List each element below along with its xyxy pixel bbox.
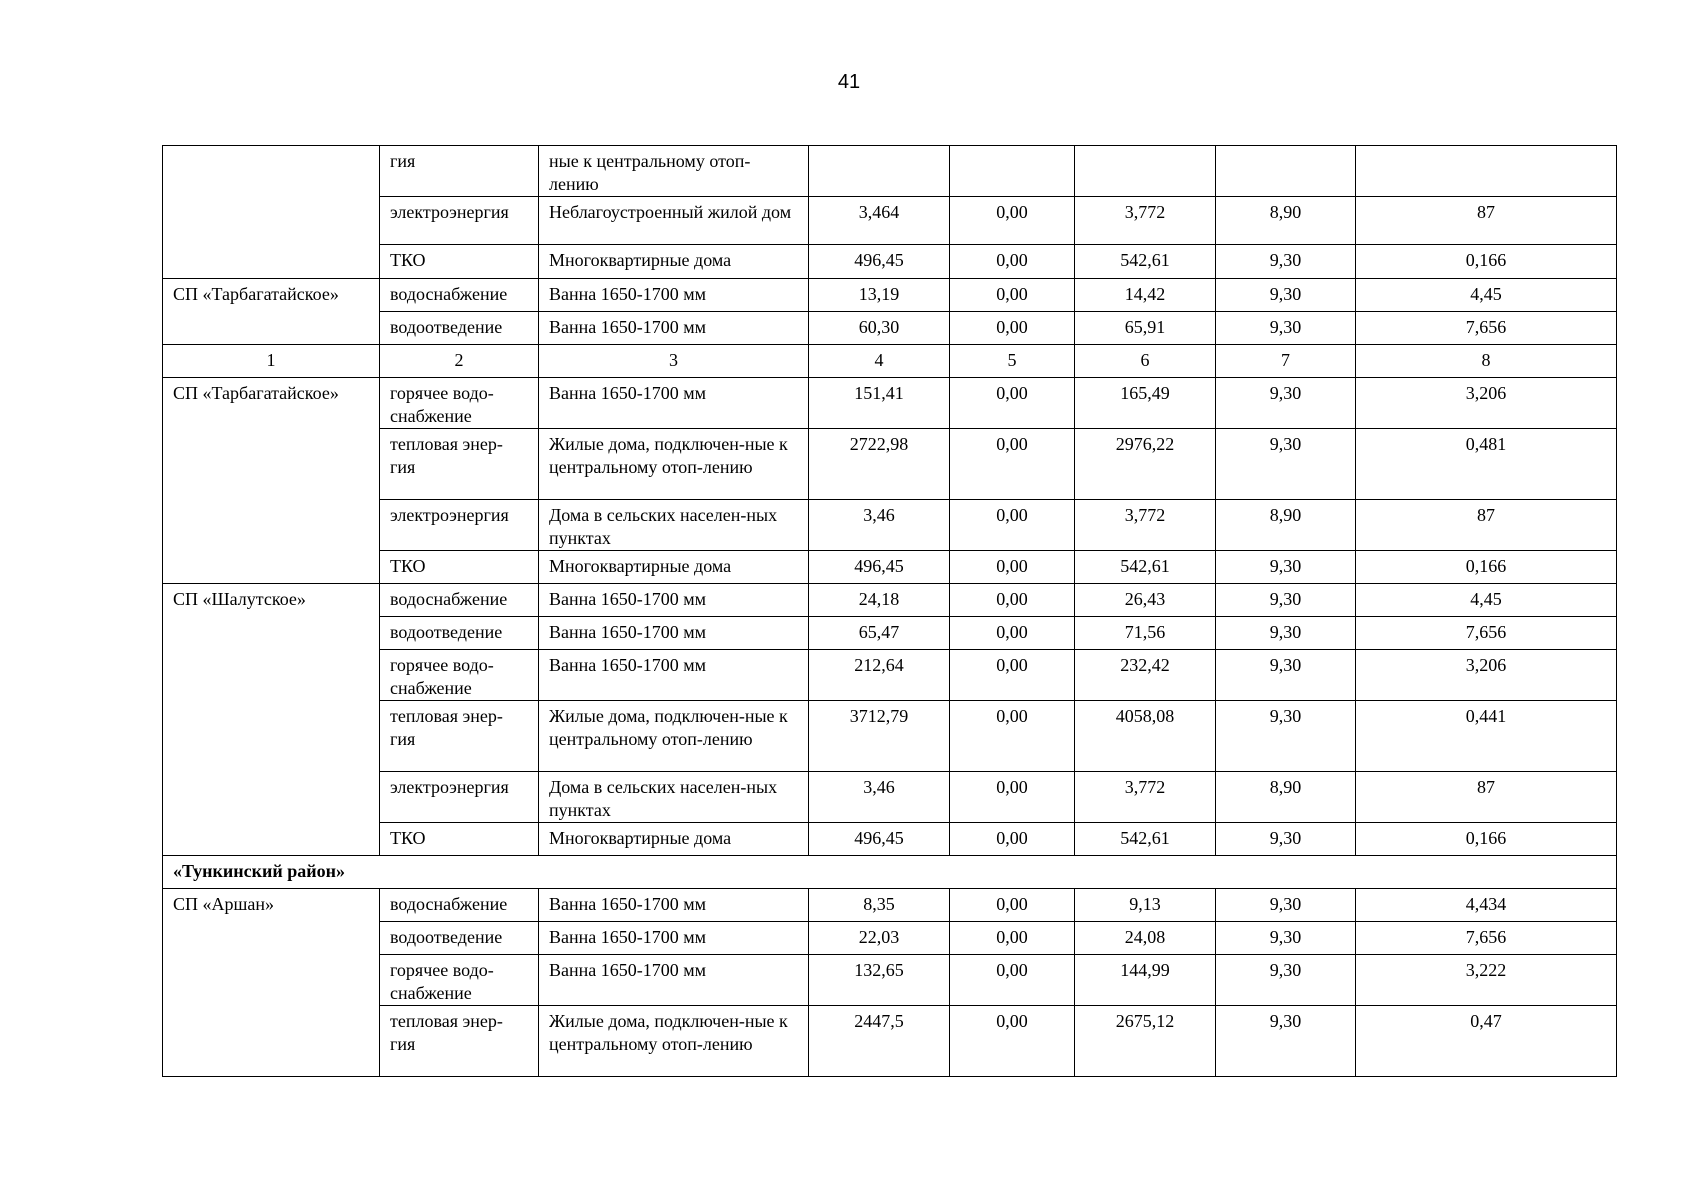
value-cell: 9,30	[1216, 584, 1356, 617]
table-row	[163, 146, 1617, 197]
resource-cell: водоотведение	[380, 617, 539, 650]
value-cell: 3,206	[1356, 378, 1617, 429]
value-cell: 14,42	[1075, 279, 1216, 312]
value-cell: 0,00	[950, 312, 1075, 345]
value-cell: 0,00	[950, 823, 1075, 856]
category-cell: Ванна 1650-1700 мм	[539, 922, 809, 955]
value-cell: 3712,79	[809, 701, 950, 772]
value-cell: 496,45	[809, 823, 950, 856]
column-number: 8	[1356, 345, 1617, 378]
value-cell: 542,61	[1075, 245, 1216, 279]
value-cell: 0,00	[950, 245, 1075, 279]
value-cell: 0,166	[1356, 551, 1617, 584]
column-number: 3	[539, 345, 809, 378]
value-cell: 7,656	[1356, 617, 1617, 650]
district-row	[163, 856, 1617, 889]
category-cell: Ванна 1650-1700 мм	[539, 584, 809, 617]
value-cell: 0,00	[950, 279, 1075, 312]
value-cell: 0,166	[1356, 823, 1617, 856]
resource-cell: водоснабжение	[380, 889, 539, 922]
column-number: 2	[380, 345, 539, 378]
value-cell: 0,00	[950, 500, 1075, 551]
value-cell: 0,00	[950, 429, 1075, 500]
municipality-cell: СП «Тарбагатайское»	[163, 279, 380, 345]
value-cell: 9,30	[1216, 617, 1356, 650]
value-cell: 3,46	[809, 500, 950, 551]
value-cell	[1356, 146, 1617, 197]
table-row	[163, 650, 1617, 701]
category-cell: Жилые дома, подключен-ные к центральному отоп-лению	[539, 701, 809, 772]
value-cell: 2675,12	[1075, 1006, 1216, 1077]
category-cell: Дома в сельских населен-ных пунктах	[539, 772, 809, 823]
table-row	[163, 772, 1617, 823]
value-cell: 9,30	[1216, 1006, 1356, 1077]
table-row	[163, 197, 1617, 245]
value-cell: 0,00	[950, 1006, 1075, 1077]
category-cell: Многоквартирные дома	[539, 823, 809, 856]
value-cell: 232,42	[1075, 650, 1216, 701]
category-cell: Многоквартирные дома	[539, 245, 809, 279]
value-cell: 13,19	[809, 279, 950, 312]
column-number-row	[163, 345, 1617, 378]
value-cell: 24,08	[1075, 922, 1216, 955]
value-cell: 496,45	[809, 551, 950, 584]
value-cell: 9,30	[1216, 429, 1356, 500]
table-row	[163, 429, 1617, 500]
resource-cell: горячее водо-снабжение	[380, 955, 539, 1006]
district-heading: «Тункинский район»	[163, 856, 1617, 889]
value-cell: 87	[1356, 772, 1617, 823]
value-cell: 2447,5	[809, 1006, 950, 1077]
resource-cell: водоотведение	[380, 312, 539, 345]
value-cell	[950, 146, 1075, 197]
resource-cell: электроэнергия	[380, 197, 539, 245]
value-cell: 9,30	[1216, 378, 1356, 429]
table-row	[163, 245, 1617, 279]
value-cell: 3,222	[1356, 955, 1617, 1006]
resource-cell: водоснабжение	[380, 279, 539, 312]
category-cell: Многоквартирные дома	[539, 551, 809, 584]
resource-cell: горячее водо-снабжение	[380, 378, 539, 429]
value-cell: 8,90	[1216, 500, 1356, 551]
value-cell: 24,18	[809, 584, 950, 617]
value-cell: 3,464	[809, 197, 950, 245]
resource-cell: тепловая энер-гия	[380, 701, 539, 772]
value-cell: 2976,22	[1075, 429, 1216, 500]
category-cell: Дома в сельских населен-ных пунктах	[539, 500, 809, 551]
value-cell: 542,61	[1075, 551, 1216, 584]
category-cell: ные к центральному отоп-лению	[539, 146, 809, 197]
value-cell: 8,90	[1216, 772, 1356, 823]
value-cell: 0,00	[950, 551, 1075, 584]
value-cell: 65,47	[809, 617, 950, 650]
resource-cell: ТКО	[380, 245, 539, 279]
column-number: 7	[1216, 345, 1356, 378]
resource-cell: тепловая энер-гия	[380, 1006, 539, 1077]
value-cell: 0,00	[950, 650, 1075, 701]
resource-cell: тепловая энер-гия	[380, 429, 539, 500]
value-cell: 7,656	[1356, 312, 1617, 345]
tariff-table	[162, 145, 1617, 1077]
value-cell: 9,30	[1216, 245, 1356, 279]
category-cell: Ванна 1650-1700 мм	[539, 279, 809, 312]
column-number: 6	[1075, 345, 1216, 378]
value-cell: 0,00	[950, 922, 1075, 955]
table-row	[163, 823, 1617, 856]
value-cell: 9,30	[1216, 823, 1356, 856]
municipality-cell: СП «Шалутское»	[163, 584, 380, 856]
value-cell: 9,30	[1216, 922, 1356, 955]
value-cell: 2722,98	[809, 429, 950, 500]
value-cell: 132,65	[809, 955, 950, 1006]
value-cell: 0,00	[950, 955, 1075, 1006]
value-cell: 4,434	[1356, 889, 1617, 922]
table-row	[163, 617, 1617, 650]
value-cell: 9,30	[1216, 889, 1356, 922]
value-cell: 0,00	[950, 889, 1075, 922]
value-cell: 8,35	[809, 889, 950, 922]
table-row	[163, 378, 1617, 429]
value-cell: 165,49	[1075, 378, 1216, 429]
value-cell: 9,13	[1075, 889, 1216, 922]
resource-cell: электроэнергия	[380, 500, 539, 551]
value-cell: 3,772	[1075, 500, 1216, 551]
category-cell: Ванна 1650-1700 мм	[539, 378, 809, 429]
value-cell	[1216, 146, 1356, 197]
resource-cell: ТКО	[380, 823, 539, 856]
municipality-cell	[163, 146, 380, 279]
resource-cell: гия	[380, 146, 539, 197]
value-cell: 9,30	[1216, 955, 1356, 1006]
value-cell: 144,99	[1075, 955, 1216, 1006]
table-row	[163, 584, 1617, 617]
value-cell: 0,47	[1356, 1006, 1617, 1077]
value-cell: 9,30	[1216, 701, 1356, 772]
value-cell	[1075, 146, 1216, 197]
category-cell: Жилые дома, подключен-ные к центральному отоп-лению	[539, 1006, 809, 1077]
value-cell: 0,00	[950, 617, 1075, 650]
value-cell: 0,00	[950, 584, 1075, 617]
value-cell: 3,46	[809, 772, 950, 823]
table-row	[163, 500, 1617, 551]
value-cell: 4,45	[1356, 584, 1617, 617]
table-row	[163, 701, 1617, 772]
value-cell: 60,30	[809, 312, 950, 345]
category-cell: Ванна 1650-1700 мм	[539, 617, 809, 650]
table-row	[163, 279, 1617, 312]
value-cell: 0,00	[950, 701, 1075, 772]
value-cell: 9,30	[1216, 279, 1356, 312]
municipality-cell: СП «Тарбагатайское»	[163, 378, 380, 584]
value-cell: 4058,08	[1075, 701, 1216, 772]
category-cell: Ванна 1650-1700 мм	[539, 312, 809, 345]
value-cell: 0,00	[950, 378, 1075, 429]
resource-cell: электроэнергия	[380, 772, 539, 823]
table-row	[163, 1006, 1617, 1077]
value-cell: 22,03	[809, 922, 950, 955]
value-cell: 0,166	[1356, 245, 1617, 279]
value-cell: 0,481	[1356, 429, 1617, 500]
value-cell: 4,45	[1356, 279, 1617, 312]
page-number: 41	[837, 71, 861, 93]
value-cell: 87	[1356, 500, 1617, 551]
value-cell	[809, 146, 950, 197]
table-row	[163, 955, 1617, 1006]
column-number: 5	[950, 345, 1075, 378]
value-cell: 496,45	[809, 245, 950, 279]
value-cell: 3,772	[1075, 197, 1216, 245]
value-cell: 65,91	[1075, 312, 1216, 345]
resource-cell: водоотведение	[380, 922, 539, 955]
category-cell: Жилые дома, подключен-ные к центральному отоп-лению	[539, 429, 809, 500]
value-cell: 212,64	[809, 650, 950, 701]
value-cell: 0,00	[950, 197, 1075, 245]
value-cell: 7,656	[1356, 922, 1617, 955]
column-number: 4	[809, 345, 950, 378]
value-cell: 9,30	[1216, 551, 1356, 584]
value-cell: 87	[1356, 197, 1617, 245]
value-cell: 3,772	[1075, 772, 1216, 823]
value-cell: 8,90	[1216, 197, 1356, 245]
table-row	[163, 922, 1617, 955]
value-cell: 0,00	[950, 772, 1075, 823]
value-cell: 9,30	[1216, 312, 1356, 345]
value-cell: 71,56	[1075, 617, 1216, 650]
category-cell: Ванна 1650-1700 мм	[539, 650, 809, 701]
category-cell: Неблагоустроенный жилой дом	[539, 197, 809, 245]
value-cell: 9,30	[1216, 650, 1356, 701]
table-body	[163, 146, 1617, 1077]
resource-cell: водоснабжение	[380, 584, 539, 617]
value-cell: 26,43	[1075, 584, 1216, 617]
value-cell: 0,441	[1356, 701, 1617, 772]
table-row	[163, 889, 1617, 922]
value-cell: 151,41	[809, 378, 950, 429]
table-row	[163, 312, 1617, 345]
resource-cell: горячее водо-снабжение	[380, 650, 539, 701]
municipality-cell: СП «Аршан»	[163, 889, 380, 1077]
value-cell: 542,61	[1075, 823, 1216, 856]
column-number: 1	[163, 345, 380, 378]
category-cell: Ванна 1650-1700 мм	[539, 889, 809, 922]
category-cell: Ванна 1650-1700 мм	[539, 955, 809, 1006]
resource-cell: ТКО	[380, 551, 539, 584]
value-cell: 3,206	[1356, 650, 1617, 701]
table-row	[163, 551, 1617, 584]
